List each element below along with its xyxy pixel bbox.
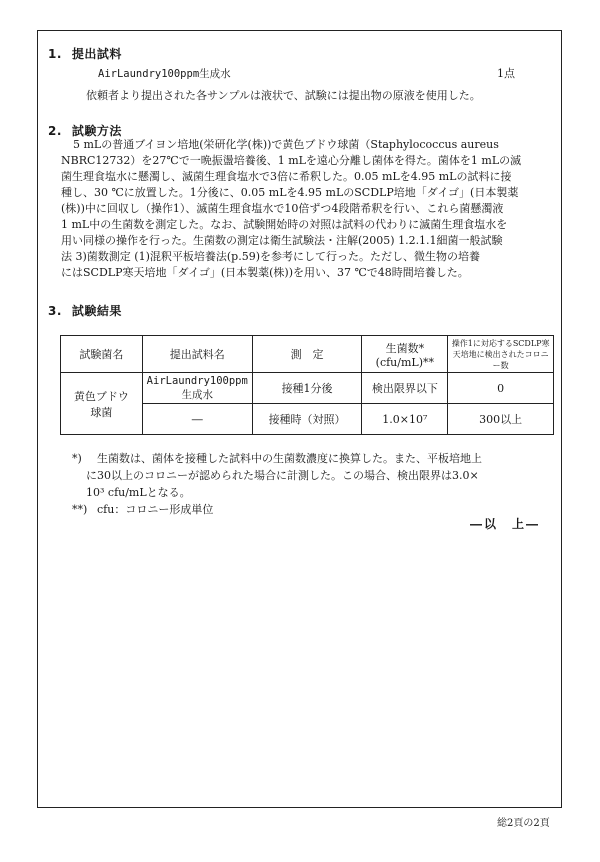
note1-line: に30以上のコロニーが認められた場合に計測した。この場合、検出限界は3.0×	[86, 469, 479, 482]
note1-mark: *)	[72, 452, 82, 465]
note2-text: cfu：コロニー形成単位	[97, 503, 214, 516]
section1-number: 1.	[48, 47, 62, 61]
section2-number: 2.	[48, 124, 62, 138]
section1-title: 提出試料	[71, 47, 122, 61]
method-line: 法 3)菌数測定 (1)混釈平板培養法(p.59)を参考にして行った。ただし、微生物の培養	[61, 250, 480, 263]
section3-heading	[48, 302, 122, 319]
results-table	[60, 335, 554, 435]
note2-mark: **)	[72, 503, 88, 516]
sample-cell: AirLaundry100ppm生成水	[142, 373, 252, 404]
header-viable-label: 生菌数*	[385, 341, 425, 355]
method-line: NBRC12732）を27℃で一晩振盪培養後、1 mLを遠心分離し菌体を得た。菌体を1 mLの滅	[61, 154, 522, 167]
section3-number: 3.	[48, 304, 62, 318]
section1-description: 依頼者より提出された各サンプルは液状で、試験には提出物の原液を使用した。	[86, 89, 481, 102]
header-sample: 提出試料名	[142, 336, 252, 373]
section3-title: 試験結果	[71, 304, 122, 318]
method-line: (株))中に回収し（操作1）、滅菌生理食塩水で10倍ずつ4段階希釈を行い、これら菌懸濁液	[61, 202, 504, 215]
section2-title: 試験方法	[71, 124, 122, 138]
method-line: にはSCDLP寒天培地「ダイゴ」(日本製薬(株))を用い、37 ℃で48時間培養した。	[61, 266, 469, 279]
end-mark: ―以 上―	[470, 517, 541, 531]
method-line: 5 mLの普通ブイヨン培地(栄研化学(株))で黄色ブドウ球菌（Staphylococcus aureus	[73, 138, 499, 151]
header-colony-count: 操作1に対応するSCDLP寒天培地に検出されたコロニー数	[448, 336, 554, 373]
method-line: 種し、30 ℃に放置した。1分後に、0.05 mLを4.95 mLのSCDLP培地「ダイゴ」(日本製薬	[61, 186, 519, 199]
table-header-row	[61, 336, 554, 373]
note1-line: 10³ cfu/mLとなる。	[86, 486, 191, 499]
header-viable-count	[362, 336, 448, 373]
measurement-cell: 接種時（対照）	[252, 404, 362, 435]
viable-count-cell: 検出限界以下	[362, 373, 448, 404]
measurement-cell: 接種1分後	[252, 373, 362, 404]
header-organism: 試験菌名	[61, 336, 143, 373]
note1-line: 生菌数は、菌体を接種した試料中の生菌数濃度に換算した。また、平板培地上	[97, 452, 482, 465]
header-viable-unit: (cfu/mL)**	[375, 355, 434, 369]
sample-cell: ―	[142, 404, 252, 435]
method-line: 1 mL中の生菌数を測定した。なお、試験開始時の対照は試料の代わりに滅菌生理食塩水を	[61, 218, 508, 231]
table-row	[61, 373, 554, 404]
method-line: 用い同様の操作を行った。生菌数の測定は衛生試験法・注解(2005) 1.2.1.1細菌一般試験	[61, 234, 503, 247]
viable-count-cell: 1.0×10⁷	[362, 404, 448, 435]
sample-count: 1点	[497, 67, 515, 80]
colony-count-cell: 300以上	[448, 404, 554, 435]
organism-cell: 黄色ブドウ球菌	[61, 373, 143, 435]
method-line: 菌生理食塩水に懸濁し、滅菌生理食塩水で3倍に希釈した。0.05 mLを4.95 mLの試料に接	[61, 170, 512, 183]
section1-heading	[48, 45, 122, 62]
colony-count-cell: 0	[448, 373, 554, 404]
header-measurement: 測 定	[252, 336, 362, 373]
sample-name: AirLaundry100ppm生成水	[98, 68, 231, 80]
page-number: 総2頁の2頁	[497, 818, 550, 829]
